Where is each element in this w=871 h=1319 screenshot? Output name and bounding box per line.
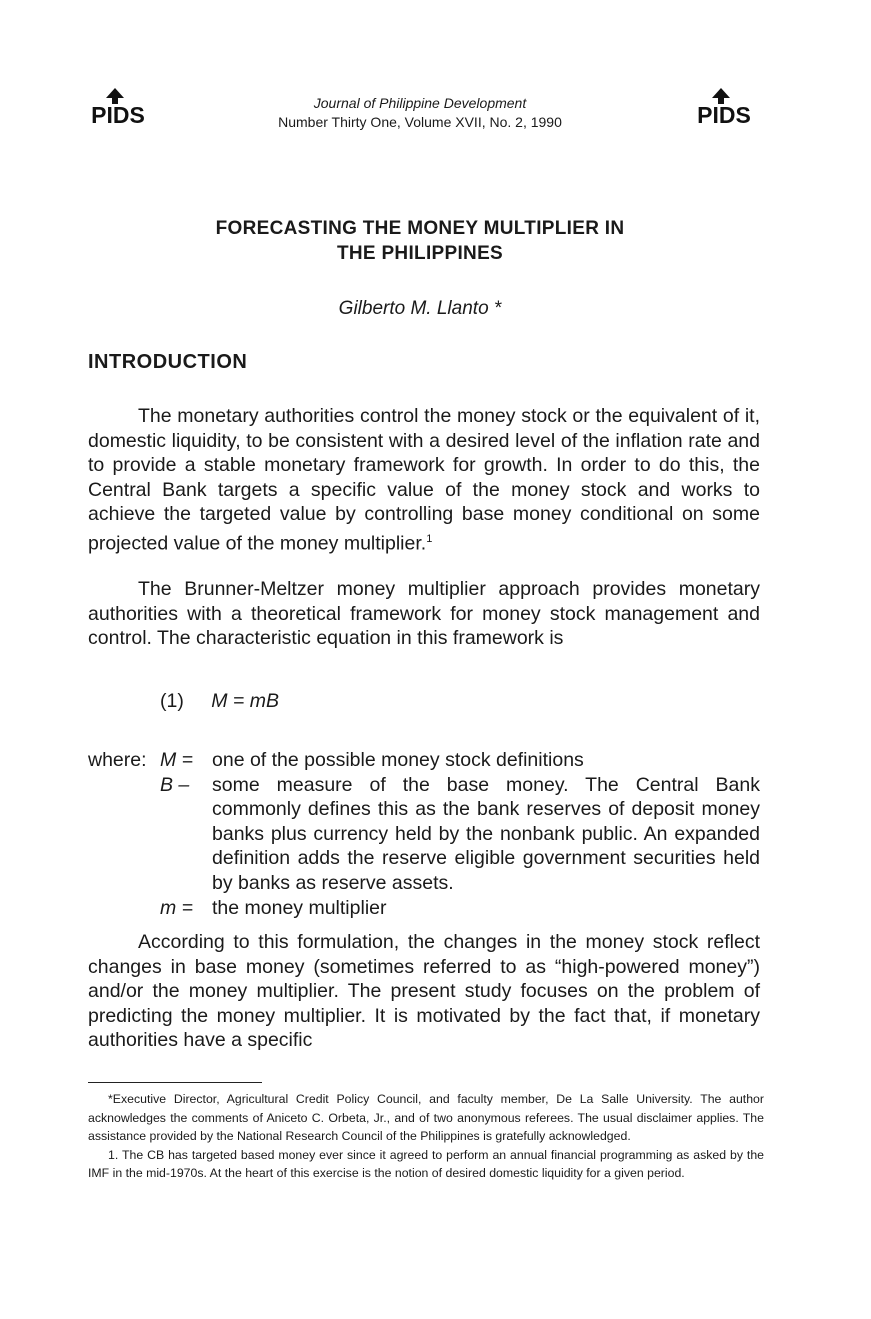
paragraph-3-text: According to this formulation, the changes in the money stock reflect changes in base money (sometimes referred to as “high-powered money”) and/or the money multiplier. The present study focuses on the problem of predicting the money multiplier. It is motivated by the fact that, if monetary authorities have a specific	[88, 931, 760, 1052]
pids-logo-icon	[86, 86, 150, 126]
paragraph-1	[88, 404, 760, 556]
where-label: where:	[88, 749, 147, 771]
definition-row	[88, 773, 768, 896]
footnote-ref-1: 1	[426, 532, 433, 545]
equation-expression: M = mB	[211, 690, 279, 712]
paragraph-2-text: The Brunner-Meltzer money multiplier approach provides monetary authorities with a theoretical framework for money stock management and control. The characteristic equation in this framework is	[88, 578, 760, 650]
definition-symbol: M =	[160, 749, 194, 771]
paragraph-3	[88, 930, 760, 1053]
svg-text:PIDS: PIDS	[697, 102, 751, 126]
definition-row	[88, 896, 768, 921]
journal-name: Journal of Philippine Development	[313, 95, 527, 111]
equation-1	[160, 690, 279, 713]
equation-number: (1)	[160, 690, 184, 712]
definition-symbol: m =	[160, 896, 194, 919]
title-line-2: THE PHILIPPINES	[336, 243, 504, 264]
section-heading: INTRODUCTION	[88, 351, 248, 373]
definitions-list	[88, 748, 768, 920]
definition-text: some measure of the base money. The Central Bank commonly defines this as the bank reserves of deposit money banks plus currency held by the nonbank public. An expanded definition adds the reserve eligible government securities held by banks as reserve assets.	[212, 773, 760, 894]
journal-issue: Number Thirty One, Volume XVII, No. 2, 1990	[278, 114, 562, 130]
journal-header	[200, 94, 640, 132]
definition-text: the money multiplier	[212, 896, 387, 919]
definition-text: one of the possible money stock definitions	[212, 749, 584, 771]
author-name: Gilberto M. Llanto *	[338, 298, 502, 319]
pids-logo-icon	[692, 86, 756, 126]
footnote-1: 1. The CB has targeted based money ever since it agreed to perform an annual financial programming as asked by the IMF in the mid-1970s. At the heart of this exercise is the notion of desired domestic liquidity for a given period.	[88, 1147, 764, 1180]
definition-row	[88, 748, 768, 773]
article-title	[120, 216, 720, 266]
svg-text:PIDS: PIDS	[91, 102, 145, 126]
paragraph-2	[88, 577, 760, 651]
title-line-1: FORECASTING THE MONEY MULTIPLIER IN	[215, 218, 625, 239]
paragraph-1-text: The monetary authorities control the money stock or the equivalent of it, domestic liquidity, to be consistent with a desired level of the inflation rate and to provide a stable monetary framework for growth. In order to do this, the Central Bank targets a specific value of the money stock and works to achieve the targeted value by controlling base money conditional on some projected value of the money multiplier.	[88, 405, 760, 555]
definition-symbol: B –	[160, 773, 190, 796]
pids-logo-right	[692, 86, 756, 126]
footnotes	[88, 1090, 764, 1183]
footnote-author: *Executive Director, Agricultural Credit Policy Council, and faculty member, De La Salle University. The author acknowledges the comments of Aniceto C. Orbeta, Jr., and of two anonymous referees. The usual disclaimer applies. The assistance provided by the National Research Council of the Philippines is gratefully acknowledged.	[88, 1092, 764, 1143]
footnote-divider	[88, 1082, 262, 1083]
pids-logo-left	[86, 86, 150, 126]
